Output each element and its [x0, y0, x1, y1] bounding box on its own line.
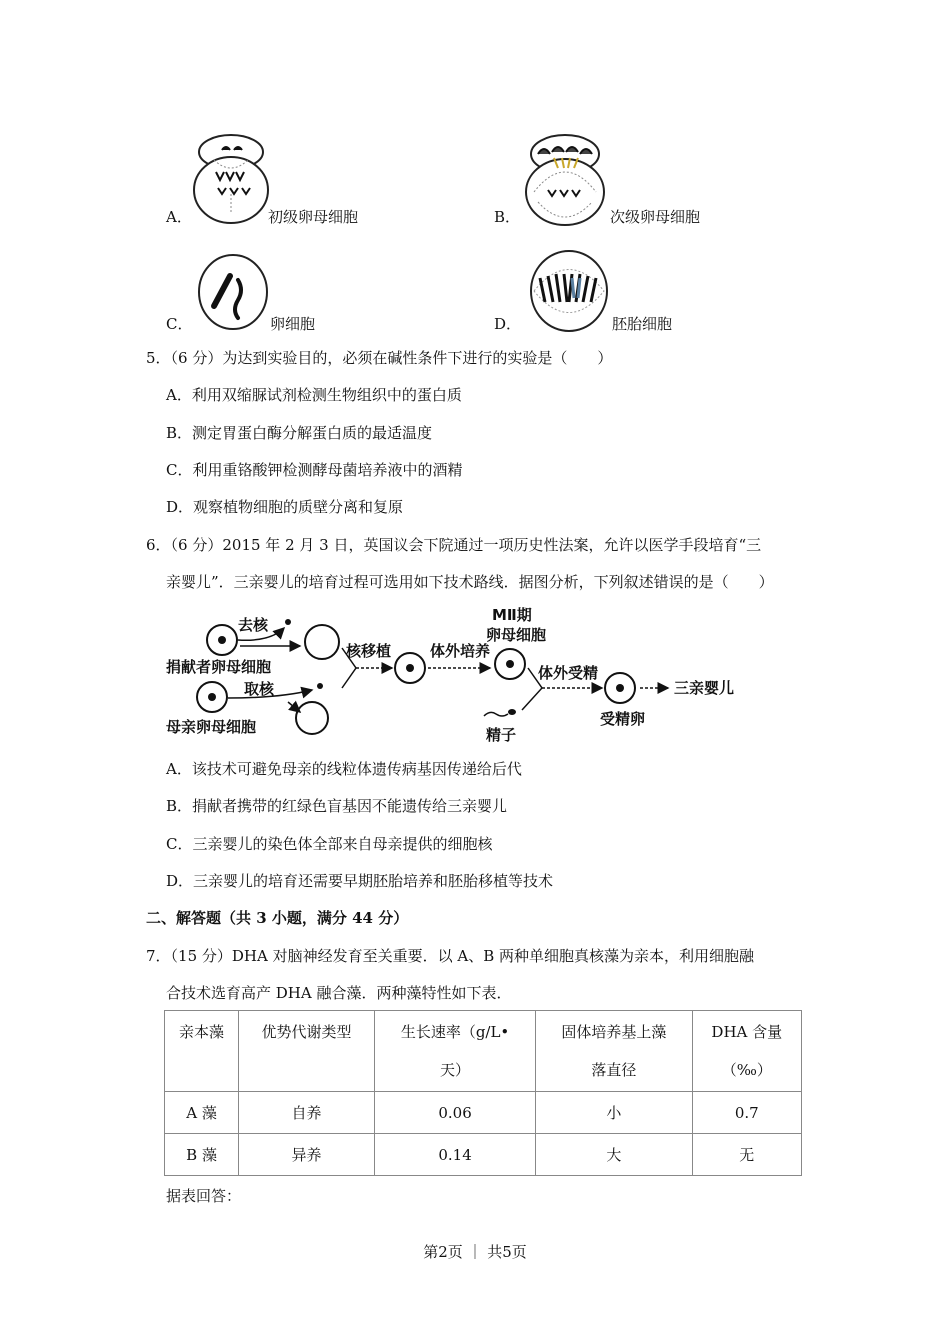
- reconstructed-oocyte: [395, 653, 425, 683]
- sperm-cell: [484, 709, 516, 716]
- section-heading: 二、解答题（共 3 小题，满分 44 分）: [146, 909, 409, 927]
- option-letter: B．: [494, 208, 521, 226]
- mii-oocyte-label: 卵母细胞: [486, 626, 547, 644]
- algae-traits-table: [164, 1010, 802, 1176]
- question-stem: 5．（6 分）为达到实验目的，必须在碱性条件下进行的实验是（ ）: [146, 349, 613, 367]
- table-cell: 无: [692, 1134, 801, 1176]
- header-cell: DHA 含量 （‰）: [692, 1011, 801, 1092]
- sperm-label: 精子: [486, 726, 517, 744]
- egg-cell-figure: [196, 252, 270, 332]
- three-parent-baby-label: 三亲婴儿: [674, 679, 735, 697]
- table-cell: 0.06: [374, 1092, 535, 1134]
- enucleated-donor-oocyte: [305, 625, 339, 659]
- take-nucleus-label: 取核: [244, 680, 275, 698]
- option-letter: A．: [166, 208, 192, 226]
- mother-oocyte-remnant: [296, 702, 328, 734]
- choice-a[interactable]: A．利用双缩脲试剂检测生物组织中的蛋白质: [166, 386, 462, 404]
- embryo-cell-figure: [528, 248, 610, 334]
- table-cell: 异养: [239, 1134, 375, 1176]
- option-label: 次级卵母细胞: [610, 208, 701, 226]
- secondary-oocyte-cell-figure: [524, 132, 606, 227]
- nuclear-transfer-label: 核移植: [346, 642, 392, 660]
- table-cell: 0.7: [692, 1092, 801, 1134]
- header-cell: 亲本藻: [165, 1011, 239, 1092]
- remove-nucleus-label: 去核: [238, 616, 269, 634]
- in-vitro-fertilization-label: 体外受精: [538, 664, 599, 682]
- choice-d[interactable]: D．观察植物细胞的质壁分离和复原: [166, 498, 404, 516]
- choice-a[interactable]: A．该技术可避免母亲的线粒体遗传病基因传递给后代: [166, 760, 522, 778]
- mother-oocyte-cell: [197, 682, 227, 712]
- table-cell: B 藻: [165, 1134, 239, 1176]
- primary-oocyte-cell-figure: [192, 132, 270, 227]
- question-stem-line2: 合技术选育高产 DHA 融合藻．两种藻特性如下表．: [166, 984, 512, 1002]
- question-stem-line1: 6．（6 分）2015 年 2 月 3 日，英国议会下院通过一项历史性法案，允许以医学手段培育“三: [146, 536, 762, 554]
- zygote-label: 受精卵: [600, 710, 646, 728]
- choice-c[interactable]: C．利用重铬酸钾检测酵母菌培养液中的酒精: [166, 461, 463, 479]
- table-cell: 0.14: [374, 1134, 535, 1176]
- table-cell: 小: [536, 1092, 692, 1134]
- table-cell: A 藻: [165, 1092, 239, 1134]
- in-vitro-culture-label: 体外培养: [430, 642, 491, 660]
- table-cell: 自养: [239, 1092, 375, 1134]
- mother-nucleus: [317, 683, 323, 689]
- mii-oocyte-cell: [495, 649, 525, 679]
- option-letter: C．: [166, 315, 193, 333]
- donor-oocyte-label: 捐献者卵母细胞: [166, 658, 272, 676]
- option-label: 卵细胞: [270, 315, 316, 333]
- header-cell: 优势代谢类型: [239, 1011, 375, 1092]
- three-parent-baby-flow-diagram: [160, 602, 760, 747]
- donor-oocyte-cell: [207, 625, 237, 655]
- option-label: 胚胎细胞: [612, 315, 673, 333]
- header-cell: 生长速率（g/L• 天）: [374, 1011, 535, 1092]
- table-row: [165, 1092, 802, 1134]
- zygote-cell: [605, 673, 635, 703]
- answer-prompt: 据表回答：: [166, 1187, 242, 1205]
- question-stem-line2: 亲婴儿”．三亲婴儿的培育过程可选用如下技术路线．据图分析，下列叙述错误的是（ ）: [166, 573, 774, 591]
- choice-d[interactable]: D．三亲婴儿的培育还需要早期胚胎培养和胚胎移植等技术: [166, 872, 554, 890]
- mii-stage-label: MⅡ期: [492, 606, 532, 624]
- option-label: 初级卵母细胞: [268, 208, 359, 226]
- choice-b[interactable]: B．捐献者携带的红绿色盲基因不能遗传给三亲婴儿: [166, 797, 508, 815]
- table-cell: 大: [536, 1134, 692, 1176]
- question-stem-line1: 7．（15 分）DHA 对脑神经发育至关重要．以 A、B 两种单细胞真核藻为亲本，利用细胞融: [146, 947, 755, 965]
- choice-b[interactable]: B．测定胃蛋白酶分解蛋白质的最适温度: [166, 424, 433, 442]
- choice-c[interactable]: C．三亲婴儿的染色体全部来自母亲提供的细胞核: [166, 835, 493, 853]
- mother-oocyte-label: 母亲卵母细胞: [166, 718, 257, 736]
- option-letter: D．: [494, 315, 522, 333]
- table-row: [165, 1134, 802, 1176]
- table-header-row: [165, 1011, 802, 1092]
- header-cell: 固体培养基上藻 落直径: [536, 1011, 692, 1092]
- page-footer: 第2页 ｜ 共5页: [423, 1243, 527, 1261]
